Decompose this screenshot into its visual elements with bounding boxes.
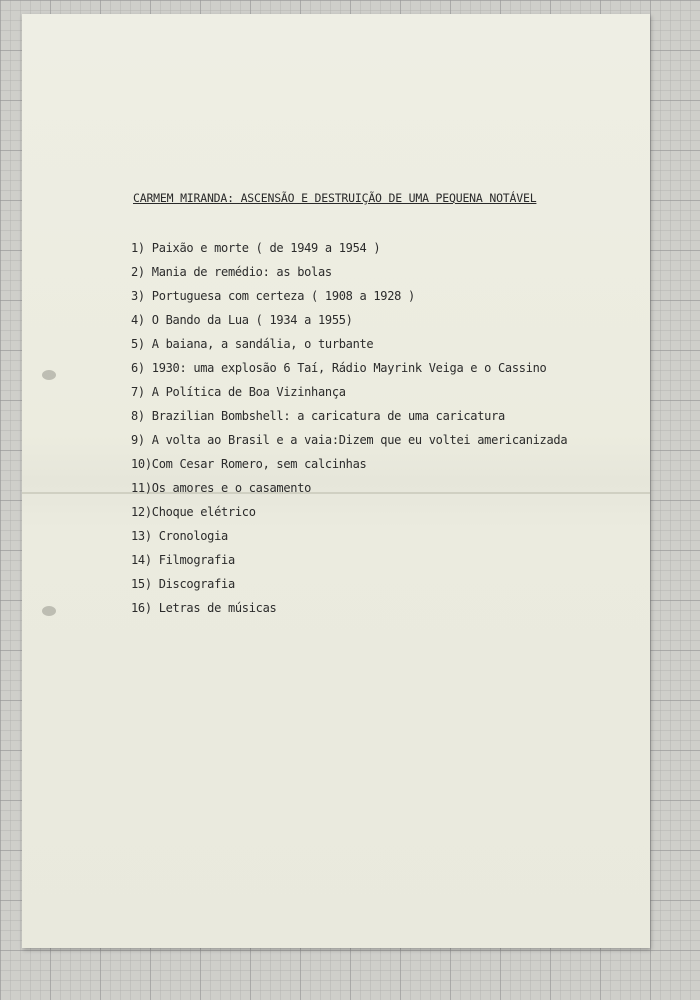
toc-item: 3) Portuguesa com certeza ( 1908 a 1928 ): [131, 289, 415, 303]
toc-item: 15) Discografia: [131, 577, 235, 591]
table-of-contents: [131, 236, 567, 620]
toc-item: 10)Com Cesar Romero, sem calcinhas: [131, 457, 367, 471]
toc-item: 5) A baiana, a sandália, o turbante: [131, 337, 374, 351]
toc-item: 8) Brazilian Bombshell: a caricatura de uma caricatura: [131, 409, 505, 423]
toc-item: 9) A volta ao Brasil e a vaia:Dizem que eu voltei americanizada: [131, 433, 568, 447]
toc-item: 11)Os amores e o casamento: [131, 481, 312, 495]
toc-item: 4) O Bando da Lua ( 1934 a 1955): [131, 313, 353, 327]
toc-item: 12)Choque elétrico: [131, 505, 256, 519]
document-title: CARMEM MIRANDA: ASCENSÃO E DESTRUIÇÃO DE UMA PEQUENA NOTÁVEL: [133, 191, 537, 205]
toc-item: 14) Filmografia: [131, 553, 235, 567]
typed-paper-sheet: [22, 14, 650, 948]
toc-item: 16) Letras de músicas: [131, 601, 277, 615]
toc-item: 2) Mania de remédio: as bolas: [131, 265, 332, 279]
toc-item: 13) Cronologia: [131, 529, 228, 543]
toc-item: 1) Paixão e morte ( de 1949 a 1954 ): [131, 241, 381, 255]
punch-hole-lower: [42, 606, 56, 616]
toc-item: 6) 1930: uma explosão 6 Taí, Rádio Mayrink Veiga e o Cassino: [131, 361, 547, 375]
punch-hole-upper: [42, 370, 56, 380]
toc-item: 7) A Política de Boa Vizinhança: [131, 385, 346, 399]
